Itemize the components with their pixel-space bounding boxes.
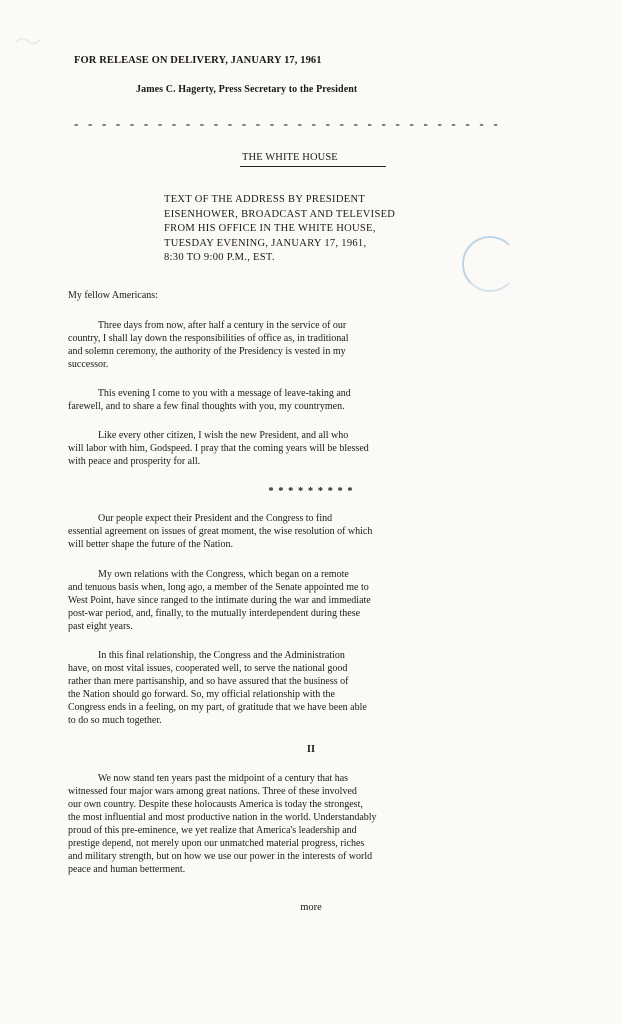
office-heading: THE WHITE HOUSE [242,152,338,163]
paragraph-line: Three days from now, after half a century in the service of our [68,320,347,331]
press-secretary-line: James C. Hagerty, Press Secretary to the President [136,84,358,95]
paragraph-4 [68,512,548,551]
paragraph-line: successor. [68,359,109,370]
paragraph-2 [68,387,548,413]
office-underline [240,166,386,167]
star-divider: * * * * * * * * * [268,486,354,497]
paragraph-line: My own relations with the Congress, which began on a remote [68,569,349,580]
paragraph-line: and military strength, but on how we use our power in the interests of world [68,851,373,862]
paragraph-line: post-war period, and, finally, to the mutually interdependent during these [68,608,361,619]
paragraph-line: Like every other citizen, I wish the new President, and all who [68,430,349,441]
paragraph-7 [68,772,548,876]
paragraph-line: We now stand ten years past the midpoint of a century that has [68,773,349,784]
paragraph-line: In this final relationship, the Congress and the Administration [68,650,345,661]
title-line: FROM HIS OFFICE IN THE WHITE HOUSE, [164,223,376,234]
paragraph-line: the most influential and most productive nation in the world. Understandably [68,812,377,823]
paragraph-line: and solemn ceremony, the authority of the Presidency is vested in my [68,346,346,357]
paragraph-line: with peace and prosperity for all. [68,456,201,467]
paragraph-line: Congress ends in a feeling, on my part, of gratitude that we have been able [68,702,367,713]
paragraph-line: This evening I come to you with a message of leave-taking and [68,388,351,399]
paragraph-line: to do so much together. [68,715,162,726]
paragraph-line: rather than mere partisanship, and so have assured that the business of [68,676,349,687]
paragraph-line: peace and human betterment. [68,864,186,875]
paragraph-6 [68,649,548,727]
section-number: II [306,744,316,755]
paragraph-line: past eight years. [68,621,133,632]
paragraph-line: the Nation should go forward. So, my official relationship with the [68,689,335,700]
address-title-block [164,193,395,266]
paragraph-line: proud of this pre-eminence, we yet realize that America's leadership and [68,825,357,836]
blue-stamp-mark [462,236,518,292]
title-line: TEXT OF THE ADDRESS BY PRESIDENT [164,194,366,205]
salutation-text: My fellow Americans: [68,290,158,301]
paragraph-1 [68,319,548,371]
paragraph-line: Our people expect their President and the Congress to find [68,513,333,524]
paragraph-line: will better shape the future of the Nation. [68,539,233,550]
title-line: EISENHOWER, BROADCAST AND TELEVISED [164,208,396,220]
paragraph-line: essential agreement on issues of great moment, the wise resolution of which [68,526,373,537]
paragraph-line: and tenuous basis when, long ago, a member of the Senate appointed me to [68,582,369,593]
paragraph-line: will labor with him, Godspeed. I pray that the coming years will be blessed [68,443,369,454]
title-line: 8:30 TO 9:00 P.M., EST. [164,252,275,263]
smudge-mark [14,34,42,48]
paragraph-line: prestige depend, not merely upon our unmatched material progress, riches [68,838,365,849]
paragraph-line: West Point, have since ranged to the intimate during the war and immediate [68,595,371,606]
paragraph-line: farewell, and to share a few final thoughts with you, my countrymen. [68,401,345,412]
continuation-marker: more [300,902,322,913]
paragraph-5 [68,568,548,633]
paragraph-line: witnessed four major wars among great nations. Three of these involved [68,786,357,797]
title-line: TUESDAY EVENING, JANUARY 17, 1961, [164,237,367,249]
paragraph-3 [68,429,548,468]
paragraph-line: country, I shall lay down the responsibilities of office as, in traditional [68,333,349,344]
paragraph-line: have, on most vital issues, cooperated well, to serve the national good [68,663,348,674]
paragraph-line: our own country. Despite these holocausts America is today the strongest, [68,799,363,810]
dashed-divider: - - - - - - - - - - - - - - - - - - - - - - - - - - - - - - - [74,116,501,131]
salutation [68,289,548,302]
release-line: FOR RELEASE ON DELIVERY, JANUARY 17, 1961 [74,55,322,66]
